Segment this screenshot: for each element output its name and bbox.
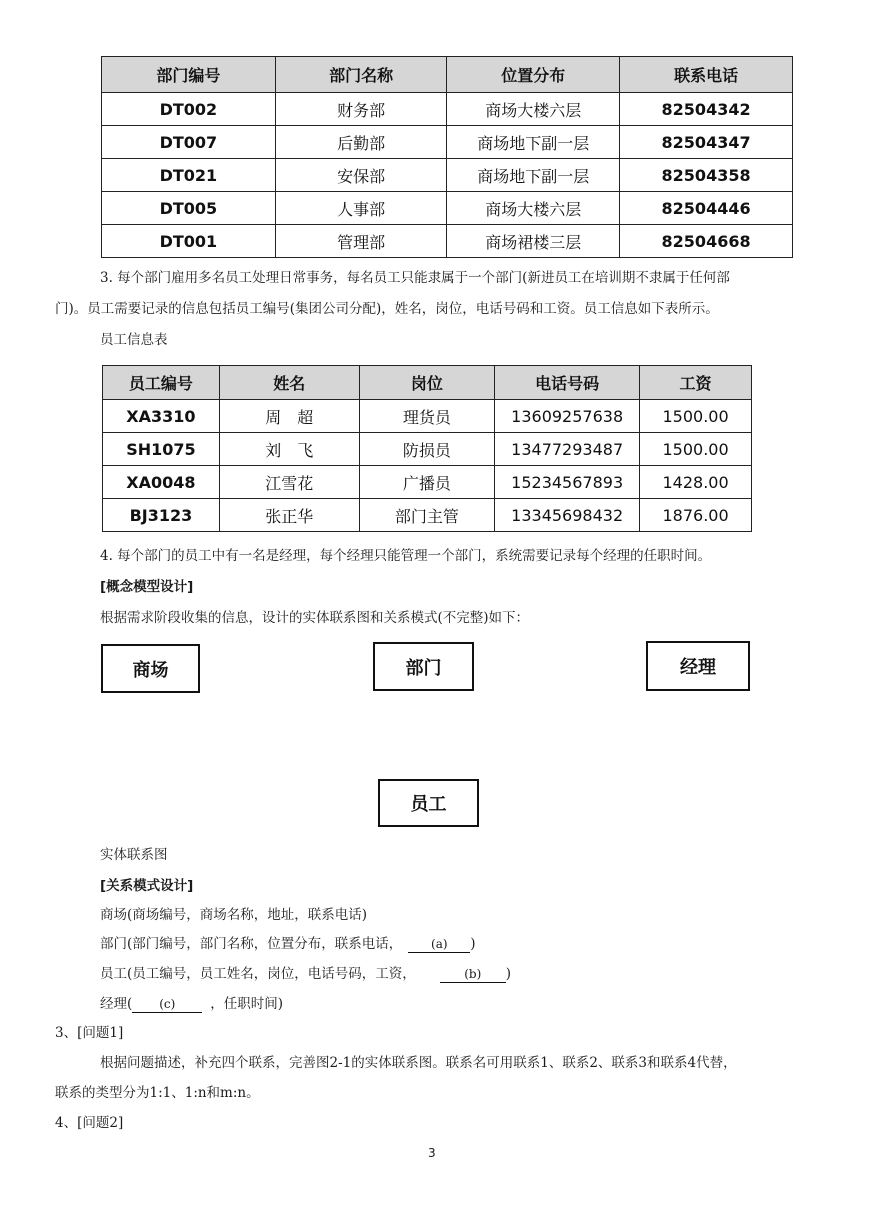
table-header: 电话号码 <box>495 366 640 400</box>
paragraph-4: 4. 每个部门的员工中有一名是经理，每个经理只能管理一个部门，系统需要记录每个经理的任职时间。 <box>100 548 712 564</box>
table-row <box>102 225 793 258</box>
relation-department <box>100 934 476 954</box>
table-cell: XA0048 <box>103 466 220 499</box>
table-header: 联系电话 <box>620 57 793 93</box>
table-cell: SH1075 <box>103 433 220 466</box>
table-row <box>102 192 793 225</box>
table-cell: 商场裙楼三层 <box>447 225 620 258</box>
table-cell: 15234567893 <box>495 466 640 499</box>
question-1-line-1: 根据问题描述，补充四个联系，完善图2-1的实体联系图。联系名可用联系1、联系2、联系3和联系4代替， <box>100 1055 737 1071</box>
relation-employee-text: 员工(员工编号，员工姓名，岗位，电话号码，工资， <box>100 966 416 982</box>
relation-department-text: 部门(部门编号，部门名称，位置分布，联系电话， <box>100 936 403 952</box>
table-cell: 后勤部 <box>275 126 447 159</box>
er-diagram-caption: 实体联系图 <box>100 847 168 863</box>
table-cell: 82504358 <box>620 159 793 192</box>
entity-employee: 员工 <box>378 779 479 827</box>
relation-manager-text: 经理( <box>100 996 133 1012</box>
table-cell: 82504342 <box>620 93 793 126</box>
blank-c: (c) <box>132 996 202 1013</box>
table-cell: DT021 <box>102 159 276 192</box>
table-cell: DT002 <box>102 93 276 126</box>
table-cell: 13477293487 <box>495 433 640 466</box>
question-1-title: 3、[问题1] <box>55 1025 124 1041</box>
table-cell: 人事部 <box>275 192 447 225</box>
table-cell: 商场大楼六层 <box>447 93 620 126</box>
blank-a: (a) <box>408 936 470 953</box>
entity-mall: 商场 <box>101 644 200 693</box>
table-row <box>103 400 752 433</box>
employee-table-caption: 员工信息表 <box>100 332 168 348</box>
table-header: 员工编号 <box>103 366 220 400</box>
table-cell: 13609257638 <box>495 400 640 433</box>
table-cell: 管理部 <box>275 225 447 258</box>
table-header: 岗位 <box>359 366 495 400</box>
table-cell: 部门主管 <box>359 499 495 532</box>
concept-model-heading: [概念模型设计] <box>100 579 194 595</box>
relation-mall: 商场(商场编号，商场名称，地址，联系电话) <box>100 907 368 923</box>
table-cell: 财务部 <box>275 93 447 126</box>
table-cell: XA3310 <box>103 400 220 433</box>
table-cell: 刘 飞 <box>219 433 359 466</box>
table-cell: 1500.00 <box>640 400 752 433</box>
table-cell: DT007 <box>102 126 276 159</box>
table-row <box>102 159 793 192</box>
table-cell: 江雪花 <box>219 466 359 499</box>
relation-employee <box>100 964 511 984</box>
table-header: 位置分布 <box>447 57 620 93</box>
blank-b: (b) <box>440 966 506 983</box>
relation-department-close: ) <box>470 936 476 952</box>
table-header: 部门编号 <box>102 57 276 93</box>
relation-schema-heading: [关系模式设计] <box>100 878 194 894</box>
relation-manager <box>100 994 283 1014</box>
table-cell: 商场地下副一层 <box>447 159 620 192</box>
table-cell: BJ3123 <box>103 499 220 532</box>
table-row <box>103 499 752 532</box>
table-cell: 1500.00 <box>640 433 752 466</box>
table-header: 部门名称 <box>275 57 447 93</box>
table-row <box>102 126 793 159</box>
table-cell: 1876.00 <box>640 499 752 532</box>
table-cell: 82504446 <box>620 192 793 225</box>
table-cell: DT001 <box>102 225 276 258</box>
table-cell: 理货员 <box>359 400 495 433</box>
relation-employee-close: ) <box>505 966 512 982</box>
table-cell: 商场大楼六层 <box>447 192 620 225</box>
table-cell: 周 超 <box>219 400 359 433</box>
question-1-line-2: 联系的类型分为1:1、1:n和m:n。 <box>55 1085 260 1101</box>
page-number: 3 <box>428 1146 436 1160</box>
table-cell: 13345698432 <box>495 499 640 532</box>
table-cell: DT005 <box>102 192 276 225</box>
table-row <box>103 466 752 499</box>
table-cell: 商场地下副一层 <box>447 126 620 159</box>
relation-manager-close: ，任职时间) <box>210 996 284 1012</box>
department-table <box>101 56 793 258</box>
employee-table <box>102 365 752 532</box>
table-cell: 张正华 <box>219 499 359 532</box>
table-cell: 1428.00 <box>640 466 752 499</box>
table-cell: 防损员 <box>359 433 495 466</box>
paragraph-3-line-1: 3. 每个部门雇用多名员工处理日常事务，每名员工只能隶属于一个部门(新进员工在培训期不隶属于任何部 <box>100 270 730 286</box>
paragraph-3-line-2: 门)。员工需要记录的信息包括员工编号(集团公司分配)，姓名，岗位，电话号码和工资。员工信息如下表所示。 <box>55 301 719 317</box>
table-cell: 82504347 <box>620 126 793 159</box>
table-header: 姓名 <box>219 366 359 400</box>
table-cell: 广播员 <box>359 466 495 499</box>
question-2-title: 4、[问题2] <box>55 1115 124 1131</box>
table-row <box>102 93 793 126</box>
table-header: 工资 <box>640 366 752 400</box>
entity-department: 部门 <box>373 642 474 691</box>
table-cell: 安保部 <box>275 159 447 192</box>
table-cell: 82504668 <box>620 225 793 258</box>
table-row <box>103 433 752 466</box>
entity-manager: 经理 <box>646 641 750 691</box>
concept-model-text: 根据需求阶段收集的信息，设计的实体联系图和关系模式(不完整)如下： <box>100 610 530 626</box>
